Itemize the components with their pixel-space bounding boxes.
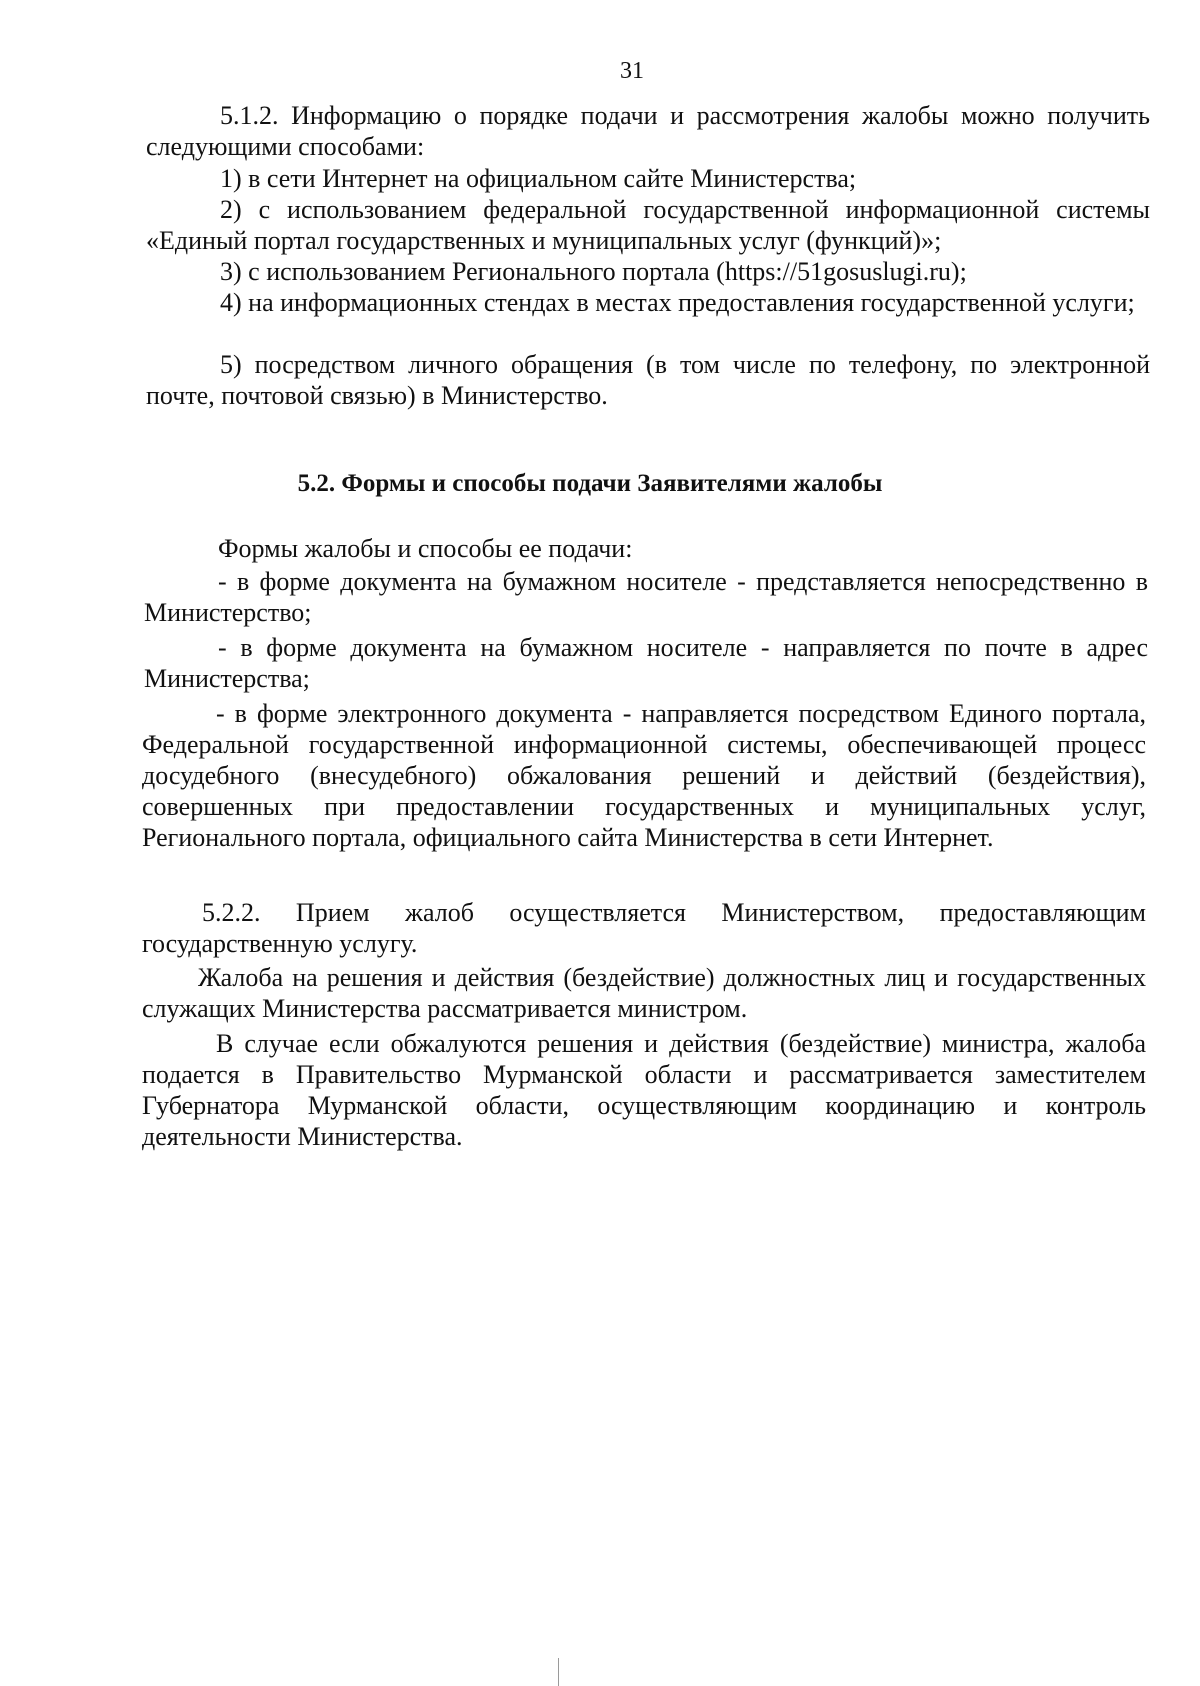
list-item-paper-direct: - в форме документа на бумажном носителе - представляется непосредственно в Министерство; — [144, 567, 1148, 627]
list-item-info-stands: 4) на информационных стендах в местах предоставления государственной услуги; — [220, 288, 1135, 317]
list-item-regional-portal: 3) с использованием Регионального портала (https://51gosuslugi.ru); — [220, 257, 967, 286]
list-item-paper-mail: - в форме документа на бумажном носителе - направляется по почте в адрес Министерства; — [144, 633, 1148, 693]
paragraph-5-1-2-intro: 5.1.2. Информацию о порядке подачи и рассмотрения жалобы можно получить следующими способами: — [146, 101, 1150, 161]
paragraph-forms-intro: Формы жалобы и способы ее подачи: — [218, 534, 633, 563]
paragraph-minister-complaint: В случае если обжалуются решения и действия (бездействие) министра, жалоба подается в Правительство Мурманской области и рассматривается заместителем Губернатора Мурманской области, осуществляющим координацию и контроль деятельности Министерства. — [142, 1029, 1146, 1151]
paragraph-officials-complaint: Жалоба на решения и действия (бездействие) должностных лиц и государственных служащих Министерства рассматривается министром. — [142, 963, 1146, 1023]
list-item-internet-site: 1) в сети Интернет на официальном сайте Министерства; — [220, 164, 857, 193]
section-5-2-heading: 5.2. Формы и способы подачи Заявителями жалобы — [297, 470, 883, 497]
list-item-electronic: - в форме электронного документа - направляется посредством Единого портала, Федеральной государственной информационной системы, обеспечивающей процесс досудебного (внесудебного) обжалования решений и действий (бездействия), совершенных при предоставлении государственных и муниципальных услуг, Регионального портала, официального сайта Министерства в сети Интернет. — [142, 699, 1146, 852]
list-item-personal-appeal: 5) посредством личного обращения (в том числе по телефону, по электронной почте, почтовой связью) в Министерство. — [146, 350, 1150, 410]
list-item-federal-portal: 2) с использованием федеральной государственной информационной системы «Единый портал государственных и муниципальных услуг (функций)»; — [146, 195, 1150, 255]
paragraph-5-2-2: 5.2.2. Прием жалоб осуществляется Министерством, предоставляющим государственную услугу. — [142, 898, 1146, 958]
page-number: 31 — [620, 58, 644, 84]
scan-edge-mark — [558, 1658, 559, 1686]
